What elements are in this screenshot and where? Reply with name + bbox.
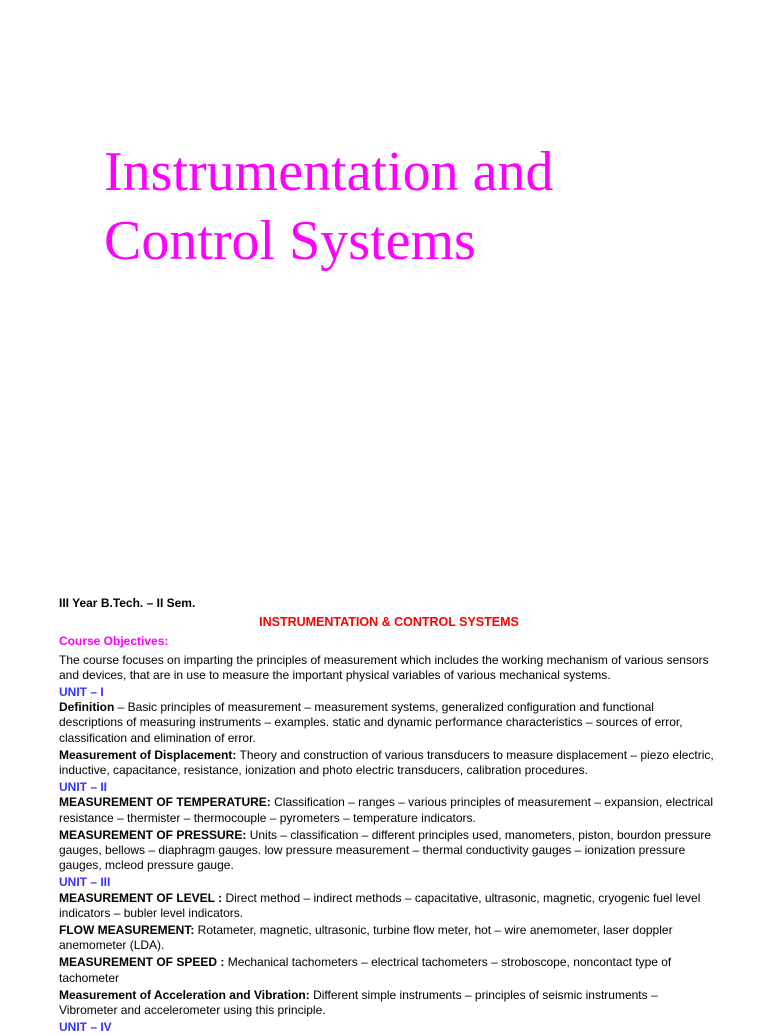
- course-objectives-text: The course focuses on imparting the principles of measurement which includes the working mechanism of various sensors and devices, that are in use to measure the important physical variables of various mechanical systems.: [59, 652, 709, 682]
- unit-heading: UNIT – IV: [59, 1020, 112, 1035]
- topic-heading: Measurement of Displacement:: [59, 747, 237, 762]
- topic-heading: Definition: [59, 700, 115, 715]
- topic-heading: MEASUREMENT OF SPEED :: [59, 955, 225, 970]
- topic-heading: MEASUREMENT OF LEVEL :: [59, 890, 223, 905]
- topic-heading: Measurement of Acceleration and Vibration:: [59, 987, 310, 1002]
- topic-heading: MEASUREMENT OF TEMPERATURE:: [59, 795, 271, 810]
- topic-text: Different simple instruments – principles of seismic instruments – Vibrometer and accelerometer using this principle.: [59, 987, 658, 1018]
- topic-paragraph: [59, 700, 719, 746]
- topic-paragraph: [59, 828, 719, 874]
- topic-heading: FLOW MEASUREMENT:: [59, 923, 195, 938]
- topic-paragraph: [59, 795, 719, 825]
- topic-paragraph: [59, 955, 719, 985]
- syllabus-content: [59, 596, 719, 1035]
- title-line-2: Control Systems: [104, 210, 476, 272]
- topic-heading: MEASUREMENT OF PRESSURE:: [59, 827, 247, 842]
- course-objectives-label: Course Objectives:: [59, 634, 169, 649]
- course-title: INSTRUMENTATION & CONTROL SYSTEMS: [259, 615, 519, 630]
- topic-text: Theory and construction of various transducers to measure displacement – piezo electric, inductive, capacitance, resistance, ionization and photo electric transducers, calibration procedures.: [59, 747, 714, 778]
- topic-paragraph: [59, 923, 719, 953]
- topic-text: Direct method – indirect methods – capacitative, ultrasonic, magnetic, cryogenic fuel level indicators – bubler level indicators.: [59, 890, 701, 920]
- topic-paragraph: [59, 891, 719, 921]
- topic-paragraph: [59, 988, 719, 1018]
- title-line-1: Instrumentation and: [104, 141, 554, 203]
- topic-paragraph: [59, 748, 719, 778]
- document-title: [104, 138, 724, 276]
- unit-heading: UNIT – I: [59, 685, 104, 700]
- unit-heading: UNIT – III: [59, 875, 111, 890]
- topic-text: Classification – ranges – various principles of measurement – expansion, electrical resistance – thermister – thermocouple – pyrometers – temperature indicators.: [59, 795, 713, 825]
- topic-text: Units – classification – different principles used, manometers, piston, bourdon pressure gauges, bellows – diaphragm gauges. low pressure measurement – thermal conductivity gauges – ionization pressure gauges, mcleod pressure gauge.: [59, 827, 712, 873]
- unit-heading: UNIT – II: [59, 780, 108, 795]
- year-semester: III Year B.Tech. – II Sem.: [59, 596, 196, 610]
- topic-text: – Basic principles of measurement – measurement systems, generalized configuration and functional descriptions of measuring instruments – examples. static and dynamic performance characteristics – sources of error, classification and elimination of error.: [59, 700, 683, 745]
- topic-text: Rotameter, magnetic, ultrasonic, turbine flow meter, hot – wire anemometer, laser doppler anemometer (LDA).: [59, 923, 673, 953]
- topic-text: Mechanical tachometers – electrical tachometers – stroboscope, noncontact type of tachometer: [59, 955, 672, 985]
